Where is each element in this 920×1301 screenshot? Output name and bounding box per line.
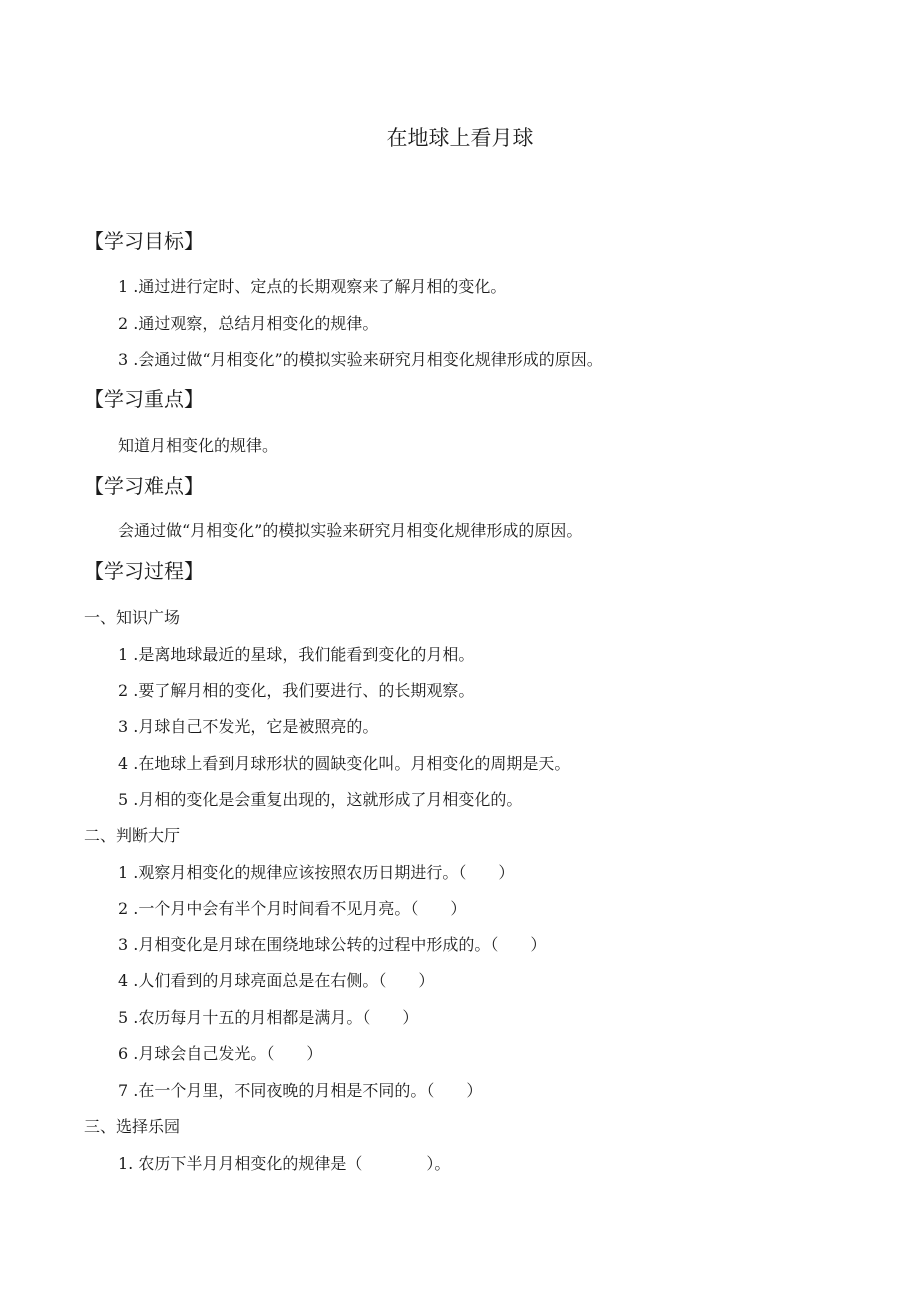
difficulties-heading: 【学习难点】: [84, 474, 204, 498]
section-knowledge-title: 一、知识广场: [84, 608, 181, 627]
process-heading: 【学习过程】: [84, 559, 204, 583]
judgement-item-6: 6 .月球会自己发光。（ ）: [118, 1044, 323, 1063]
goal-item-2: 2 .通过观察，总结月相变化的规律。: [118, 314, 379, 333]
choice-item-1: 1. 农历下半月月相变化的规律是（ ）。: [118, 1154, 451, 1173]
judgement-item-5: 5 .农历每月十五的月相都是满月。（ ）: [118, 1008, 419, 1027]
judgement-item-4: 4 .人们看到的月球亮面总是在右侧。（ ）: [118, 971, 435, 990]
knowledge-item-2: 2 .要了解月相的变化，我们要进行、的长期观察。: [118, 681, 475, 700]
knowledge-item-4: 4 .在地球上看到月球形状的圆缺变化叫。月相变化的周期是天。: [118, 754, 571, 773]
key-points-heading: 【学习重点】: [84, 387, 204, 411]
knowledge-item-5: 5 .月相的变化是会重复出现的，这就形成了月相变化的。: [118, 790, 523, 809]
judgement-item-3: 3 .月相变化是月球在围绕地球公转的过程中形成的。（ ）: [118, 935, 547, 954]
key-points-text: 知道月相变化的规律。: [118, 436, 279, 455]
section-judgement-title: 二、判断大厅: [84, 826, 181, 845]
goal-item-1: 1 .通过进行定时、定点的长期观察来了解月相的变化。: [118, 277, 507, 296]
difficulties-text: 会通过做“月相变化”的模拟实验来研究月相变化规律形成的原因。: [118, 521, 583, 540]
judgement-item-2: 2 .一个月中会有半个月时间看不见月亮。（ ）: [118, 899, 467, 918]
goals-heading: 【学习目标】: [84, 229, 204, 253]
page-title: 在地球上看月球: [386, 126, 534, 150]
knowledge-item-1: 1 .是离地球最近的星球，我们能看到变化的月相。: [118, 645, 475, 664]
goal-item-3: 3 .会通过做“月相变化”的模拟实验来研究月相变化规律形成的原因。: [118, 350, 603, 369]
judgement-item-1: 1 .观察月相变化的规律应该按照农历日期进行。（ ）: [118, 863, 515, 882]
section-choice-title: 三、选择乐园: [84, 1117, 181, 1136]
judgement-item-7: 7 .在一个月里，不同夜晚的月相是不同的。（ ）: [118, 1081, 483, 1100]
knowledge-item-3: 3 .月球自己不发光，它是被照亮的。: [118, 717, 379, 736]
